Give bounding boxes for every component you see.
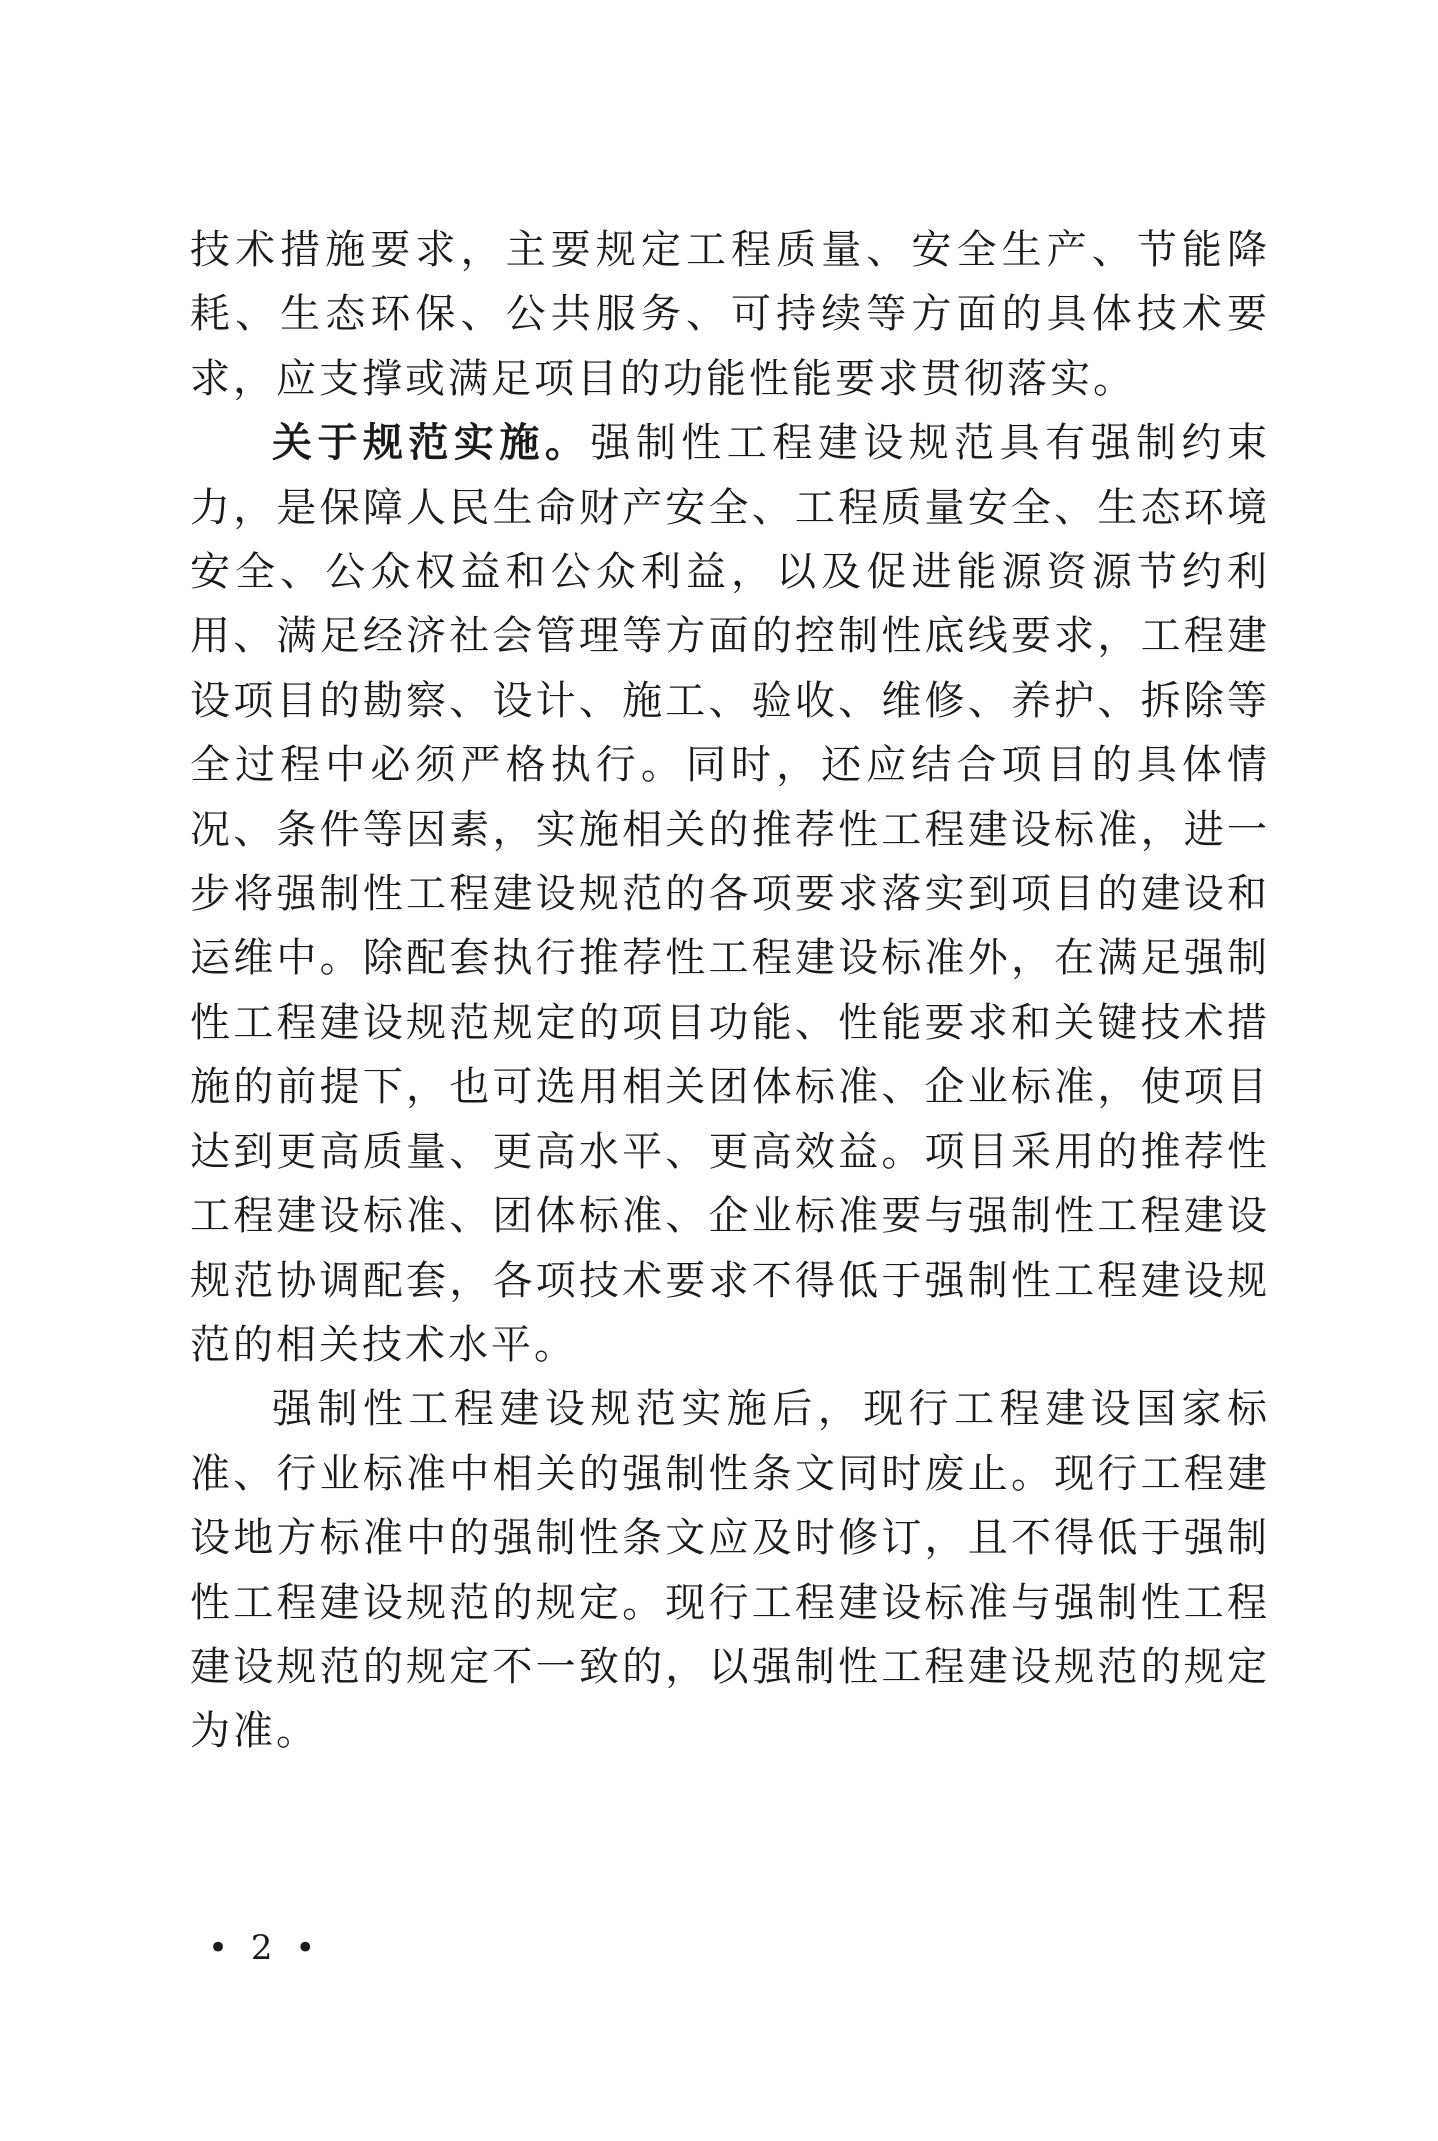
paragraph-continued — [190, 218, 1270, 411]
paragraph-text: 技术措施要求，主要规定工程质量、安全生产、节能降耗、生态环保、公共服务、可持续等方面的具体技术要求，应支撑或满足项目的功能性能要求贯彻落实。 — [190, 227, 1270, 402]
body-text — [190, 218, 1270, 1764]
paragraph-heading: 关于规范实施。 — [272, 419, 591, 467]
page-number: • 2 • — [208, 1928, 322, 1968]
paragraph-text: 强制性工程建设规范具有强制约束力，是保障人民生命财产安全、工程质量安全、生态环境安全、公众权益和公众利益，以及促进能源资源节约利用、满足经济社会管理等方面的控制性底线要求，工程建设项目的勘察、设计、施工、验收、维修、养护、拆除等全过程中必须严格执行。同时，还应结合项目的具体情况、条件等因素，实施相关的推荐性工程建设标准，进一步将强制性工程建设规范的各项要求落实到项目的建设和运维中。除配套执行推荐性工程建设标准外，在满足强制性工程建设规范规定的项目功能、性能要求和关键技术措施的前提下，也可选用相关团体标准、企业标准，使项目达到更高质量、更高水平、更高效益。项目采用的推荐性工程建设标准、团体标准、企业标准要与强制性工程建设规范协调配套，各项技术要求不得低于强制性工程建设规范的相关技术水平。 — [190, 420, 1271, 1368]
paragraph-implementation — [190, 411, 1270, 1377]
paragraph-text: 强制性工程建设规范实施后，现行工程建设国家标准、行业标准中相关的强制性条文同时废止。现行工程建设地方标准中的强制性条文应及时修订，且不得低于强制性工程建设规范的规定。现行工程建设标准与强制性工程建设规范的规定不一致的，以强制性工程建设规范的规定为准。 — [190, 1386, 1270, 1755]
paragraph-repeal — [190, 1377, 1270, 1763]
